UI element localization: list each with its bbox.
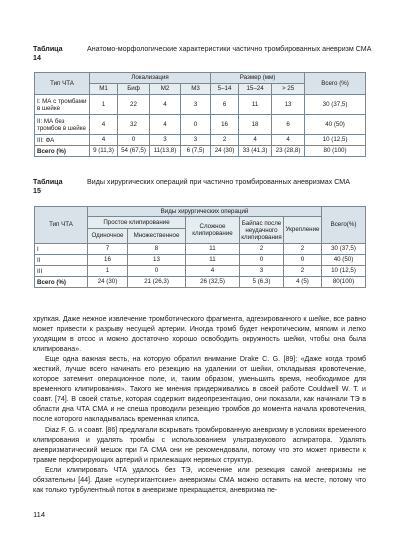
cell-size-3: 13 (272, 95, 305, 115)
row-type: II: МА без тромбов в шейке (35, 115, 90, 135)
cell-size-1: 16 (211, 115, 239, 135)
cell-total: 40 (50) (305, 115, 366, 135)
cell-bypass: 2 (240, 244, 284, 255)
cell-size-3: 23 (28,8) (272, 146, 305, 157)
cell-reinforcement: 0 (284, 255, 322, 266)
col-header-reinforcement: Укрепление (284, 217, 322, 244)
cell-bypass: 3 (240, 266, 284, 277)
table-15-title: Виды хирургических операций при частично тромбированных аневризмах СМА (87, 178, 350, 186)
table-total-row (35, 277, 366, 288)
row-type: Всего (%) (35, 277, 88, 288)
paragraph: Еще одна важная весть, на которую обратил внимание Drake C. G. [89]: «Даже когда тромб жесткий, лучше всего начинать его резекцию на удалении от шейки, откладывая кровотечение, которое затемнит операционное поле, и, таким образом, уменьшить время, необходимое для временного клипирования». Такого же мнения придерживались в своей работе Couldwell W. T. и соавт. [74]. В своей статье, которая содержит видеопрезентацию, они показали, как начинали ТЭ в области дна ЧТА СМА и не спеша проводили резекцию тромбов до момента начала кровотечения, после которого накладывалась временная клипса. (33, 356, 366, 424)
cell-total: 80(100) (322, 277, 366, 288)
table-total-row (35, 146, 366, 157)
cell-size-2: 4 (239, 135, 272, 146)
cell-bif: 32 (118, 115, 150, 135)
table-row (35, 255, 366, 266)
cell-reinforcement: 4 (5) (284, 277, 322, 288)
cell-complex: 4 (186, 266, 240, 277)
cell-bif: 0 (118, 135, 150, 146)
col-header-size: Размер (мм) (211, 73, 305, 84)
table-15 (34, 206, 366, 288)
row-type: I (35, 244, 88, 255)
table-row (35, 266, 366, 277)
cell-single: 1 (88, 266, 128, 277)
cell-m1: 9 (11,3) (90, 146, 118, 157)
cell-m1: 1 (90, 95, 118, 115)
row-type: Всего (%) (35, 146, 90, 157)
cell-size-2: 11 (239, 95, 272, 115)
col-header-multiple: Множественное (128, 229, 186, 244)
col-header-type: Тип ЧТА (35, 73, 90, 95)
cell-total: 30 (37,5) (322, 244, 366, 255)
cell-m2: 4 (150, 115, 181, 135)
cell-size-2: 33 (41,3) (239, 146, 272, 157)
table-row (35, 115, 366, 135)
cell-m3: 0 (181, 115, 211, 135)
cell-m3: 3 (181, 135, 211, 146)
cell-multiple: 13 (128, 255, 186, 266)
cell-size-1: 24 (30) (211, 146, 239, 157)
cell-total: 30 (37,5) (305, 95, 366, 115)
table-14-header-row (35, 73, 366, 84)
cell-total: 40 (50) (322, 255, 366, 266)
cell-complex: 11 (186, 255, 240, 266)
cell-m3: 6 (7,5) (181, 146, 211, 157)
cell-complex: 11 (186, 244, 240, 255)
paragraph: хрупкая. Даже нежное извлечение тромботического фрагмента, адгезированного к шейке, все равно может привести к разрыву несущей артерии. Иногда тромб будет некротическим, мягким и легко уходящим в отсос и можно достаточно хорошо освободить окружность шейки, чтобы она была клипирована». (33, 316, 366, 354)
cell-single: 7 (88, 244, 128, 255)
cell-reinforcement: 2 (284, 266, 322, 277)
col-header-complex-clipping: Сложное клипирование (186, 217, 240, 244)
cell-size-1: 6 (211, 95, 239, 115)
col-header-m2: М2 (150, 84, 181, 95)
paragraph: Если клипировать ЧТА удалось без ТЭ, иссечение или резекция самой аневризмы не обязательны [44]. Даже «супергигантские» аневризмы СМА можно оставить на месте, потому что как только турбулентный поток в аневризме прекращается, аневризма пе- (33, 466, 366, 494)
col-header-m3: М3 (181, 84, 211, 95)
table-14-label: Таблица 14 (33, 45, 63, 63)
table-row (35, 135, 366, 146)
cell-size-2: 18 (239, 115, 272, 135)
cell-m1: 4 (90, 115, 118, 135)
cell-total: 10 (12,5) (322, 266, 366, 277)
col-header-size-1: 5–14 (211, 84, 239, 95)
col-header-total: Всего(%) (322, 207, 366, 244)
cell-total: 80 (100) (305, 146, 366, 157)
row-type: I: МА с тромбами в шейке (35, 95, 90, 115)
cell-bif: 54 (67,5) (118, 146, 150, 157)
cell-reinforcement: 2 (284, 244, 322, 255)
cell-m2: 4 (150, 95, 181, 115)
cell-bypass: 5 (6,3) (240, 277, 284, 288)
table-14 (34, 72, 366, 157)
col-header-simple-clipping: Простое клипирование (88, 217, 186, 229)
cell-bif: 22 (118, 95, 150, 115)
row-type: III: ФА (35, 135, 90, 146)
col-header-localization: Локализация (90, 73, 211, 84)
col-header-operations: Виды хирургических операций (88, 207, 322, 217)
table-row (35, 95, 366, 115)
cell-multiple: 21 (26,3) (128, 277, 186, 288)
page-number: 114 (33, 510, 46, 519)
col-header-bif: Биф (118, 84, 150, 95)
cell-size-3: 6 (272, 115, 305, 135)
paragraph: Diaz F. G. и соавт. [86] предлагали вскрывать тромбированную аневризму в условиях временного клипирования и удалять тромбы с использованием ультразвукового аспиратора. Удалять аневризматический мешок при ГА СМА они не рекомендовали, потому что это может привести к травме перфорирующих артерий и прилежащих нервных структур. (33, 426, 366, 464)
cell-total: 10 (12,5) (305, 135, 366, 146)
col-header-size-3: > 25 (272, 84, 305, 95)
cell-size-1: 2 (211, 135, 239, 146)
cell-multiple: 8 (128, 244, 186, 255)
col-header-total: Всего (%) (305, 73, 366, 95)
table-15-label: Таблица 15 (33, 178, 63, 196)
row-type: III (35, 266, 88, 277)
col-header-single: Одиночное (88, 229, 128, 244)
cell-m2: 3 (150, 135, 181, 146)
col-header-bypass: Байпас после неудачного клипирования (240, 217, 284, 244)
table-14-title: Анатомо-морфологические характеристики частично тромбированных аневризм СМА (87, 45, 372, 53)
cell-multiple: 0 (128, 266, 186, 277)
cell-m2: 11(13,8) (150, 146, 181, 157)
cell-complex: 26 (32,5) (186, 277, 240, 288)
cell-single: 24 (30) (88, 277, 128, 288)
table-15-header-row (35, 207, 366, 217)
col-header-size-2: 15–24 (239, 84, 272, 95)
cell-size-3: 4 (272, 135, 305, 146)
cell-bypass: 0 (240, 255, 284, 266)
cell-m1: 4 (90, 135, 118, 146)
cell-single: 16 (88, 255, 128, 266)
body-text (33, 315, 366, 496)
col-header-type: Тип ЧТА (35, 207, 88, 244)
col-header-m1: М1 (90, 84, 118, 95)
cell-m3: 3 (181, 95, 211, 115)
row-type: II (35, 255, 88, 266)
table-row (35, 244, 366, 255)
